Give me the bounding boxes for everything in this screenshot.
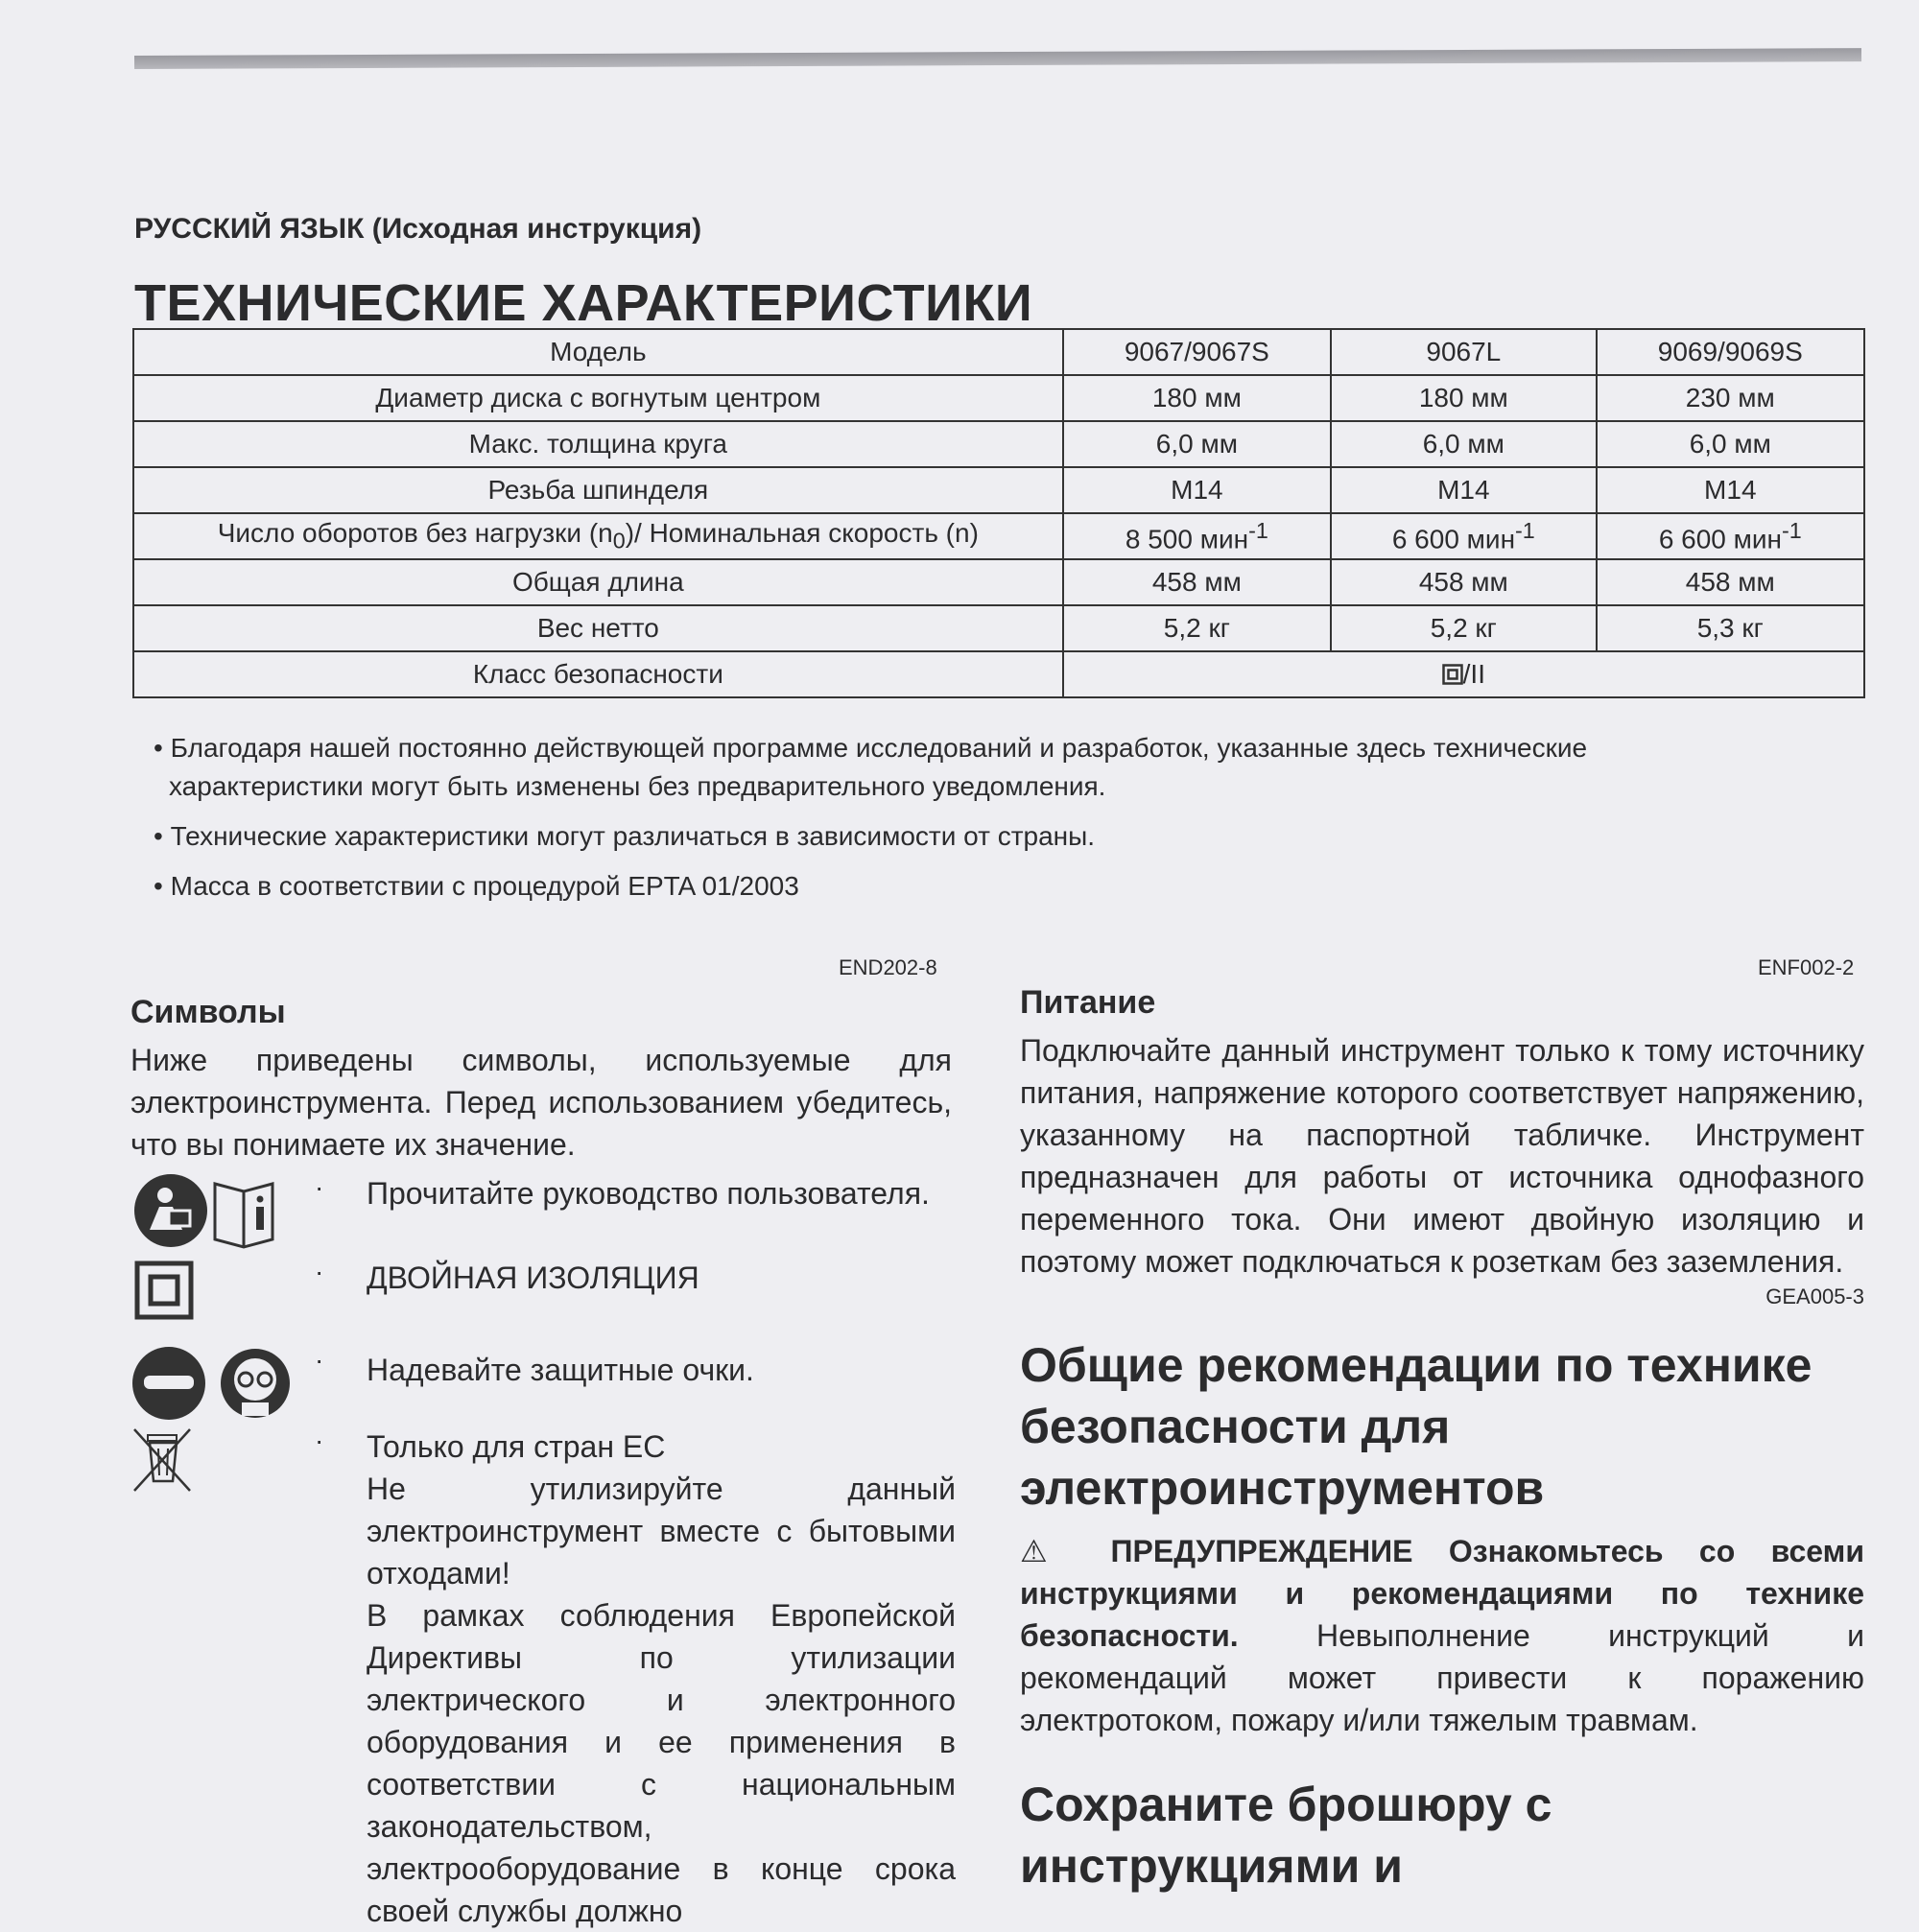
symbol-desc: Прочитайте руководство пользователя. xyxy=(367,1176,930,1211)
warning-rest: Невыполнение инструкций и рекомендаций может привести к поражению электротоком, пожару и/или тяжелым травмам. xyxy=(1020,1618,1865,1737)
table-cell xyxy=(1597,513,1864,559)
table-cell: M14 xyxy=(1331,467,1597,513)
table-cell xyxy=(1063,513,1331,559)
table-cell xyxy=(1063,651,1864,697)
rpm-value: 6 600 мин xyxy=(1658,524,1783,554)
table-cell: 6,0 мм xyxy=(1331,421,1597,467)
warning-bold: ПРЕДУПРЕЖДЕНИЕ Ознакомьтесь со всеми инструкциями и рекомендациями по технике безопасности. xyxy=(1020,1534,1864,1653)
table-row xyxy=(133,651,1864,697)
double-insulation-icon xyxy=(130,1257,198,1324)
superscript: -1 xyxy=(1515,517,1535,543)
table-cell: 6,0 мм xyxy=(1597,421,1864,467)
bullet: · xyxy=(315,1345,324,1375)
bullet: · xyxy=(315,1172,324,1202)
table-cell: 458 мм xyxy=(1063,559,1331,605)
note-line: • Благодаря нашей постоянно действующей программе исследований и разработок, указанные здесь технические xyxy=(154,733,1588,763)
section-text: Подключайте данный инструмент только к тому источнику питания, напряжение которого соответствует напряжению, указанному на паспортной табличке. Инструмент предназначен для работы от источника однофазного переменного тока. Они имеют двойную изоляцию и поэтому может подключаться к розеткам без заземления. xyxy=(1020,1033,1864,1279)
note-line: характеристики могут быть изменены без предварительного уведомления. xyxy=(169,771,1106,801)
table-cell: Общая длина xyxy=(133,559,1063,605)
right-column xyxy=(1020,984,1864,1897)
table-row xyxy=(133,329,1864,375)
section-heading-large: Общие рекомендации по технике безопасности для электроинструментов xyxy=(1020,1338,1812,1515)
symbol-desc: В рамках соблюдения Европейской Директивы по утилизации электрического и электронного оборудования и ее применения в соответствии с национальным законодательством, электрооборудование в конце срока своей службы должно xyxy=(367,1598,956,1928)
table-cell: 458 мм xyxy=(1597,559,1864,605)
rpm-value: 6 600 мин xyxy=(1391,524,1516,554)
note: • Технические характеристики могут различаться в зависимости от страны. xyxy=(154,821,1096,851)
table-cell: 458 мм xyxy=(1331,559,1597,605)
symbol-text xyxy=(367,1257,956,1299)
table-cell: 230 мм xyxy=(1597,375,1864,421)
section-heading-large: Сохраните брошюру с инструкциями и xyxy=(1020,1778,1552,1893)
symbol-icons xyxy=(130,1425,198,1499)
symbol-text xyxy=(367,1425,956,1932)
top-rule xyxy=(134,48,1861,69)
safety-goggles-icon xyxy=(130,1345,294,1422)
symbol-desc: Надевайте защитные очки. xyxy=(367,1353,754,1387)
table-cell: 9069/9069S xyxy=(1597,329,1864,375)
section-heading: Символы xyxy=(130,994,286,1030)
table-cell: 5,3 кг xyxy=(1597,605,1864,651)
section-code: END202-8 xyxy=(839,955,937,979)
table-cell: Макс. толщина круга xyxy=(133,421,1063,467)
crossed-bin-icon xyxy=(130,1425,198,1495)
section-heading: Питание xyxy=(1020,984,1156,1021)
table-cell: M14 xyxy=(1063,467,1331,513)
symbol-desc: ДВОЙНАЯ ИЗОЛЯЦИЯ xyxy=(367,1261,699,1295)
table-row xyxy=(133,605,1864,651)
table-cell: Резьба шпинделя xyxy=(133,467,1063,513)
symbols-section xyxy=(130,994,952,1166)
table-row xyxy=(133,513,1864,559)
table-cell: Диаметр диска с вогнутым центром xyxy=(133,375,1063,421)
warning-icon: ⚠ xyxy=(1020,1534,1076,1568)
subscript: 0 xyxy=(612,528,626,554)
table-row xyxy=(133,375,1864,421)
table-row xyxy=(133,421,1864,467)
table-cell: 9067/9067S xyxy=(1063,329,1331,375)
table-cell: 180 мм xyxy=(1331,375,1597,421)
note: • Масса в соответствии с процедурой EPTA 01/2003 xyxy=(154,871,799,901)
page-title: ТЕХНИЧЕСКИЕ ХАРАКТЕРИСТИКИ xyxy=(134,274,1033,332)
safety-class-value: /II xyxy=(1462,659,1485,689)
table-cell: 180 мм xyxy=(1063,375,1331,421)
table-row xyxy=(133,559,1864,605)
table-cell: Модель xyxy=(133,329,1063,375)
rpm-value: 8 500 мин xyxy=(1125,524,1249,554)
superscript: -1 xyxy=(1248,517,1268,543)
specs-table xyxy=(132,328,1865,698)
notes xyxy=(154,729,1842,917)
symbol-icons xyxy=(130,1172,294,1254)
bullet: · xyxy=(315,1257,324,1286)
symbol-desc: Только для стран ЕС xyxy=(367,1429,666,1464)
table-cell: Вес нетто xyxy=(133,605,1063,651)
symbol-icons xyxy=(130,1257,198,1329)
symbol-icons xyxy=(130,1345,294,1426)
double-insulation-icon xyxy=(1442,664,1463,685)
superscript: -1 xyxy=(1782,517,1802,543)
label-part: )/ Номинальная скорость (n) xyxy=(625,518,979,549)
table-cell xyxy=(1331,513,1597,559)
section-code: ENF002-2 xyxy=(1758,955,1855,979)
section-text: Ниже приведены символы, используемые для электроинструмента. Перед использованием убедитесь, что вы понимаете их значение. xyxy=(130,1043,952,1162)
symbol-text xyxy=(367,1172,956,1214)
warning-text xyxy=(1020,1530,1864,1741)
table-row xyxy=(133,467,1864,513)
language-label: РУССКИЙ ЯЗЫК (Исходная инструкция) xyxy=(134,213,702,245)
table-cell: 5,2 кг xyxy=(1331,605,1597,651)
table-cell: M14 xyxy=(1597,467,1864,513)
table-cell: 5,2 кг xyxy=(1063,605,1331,651)
note xyxy=(154,729,1842,806)
read-manual-icon xyxy=(130,1172,294,1249)
bullet: · xyxy=(315,1425,324,1455)
section-code: GEA005-3 xyxy=(1765,1284,1864,1308)
symbol-desc: Не утилизируйте данный электроинструмент вместе с бытовыми отходами! xyxy=(367,1472,956,1590)
label-part: Число оборотов без нагрузки (n xyxy=(217,518,613,549)
table-cell xyxy=(133,513,1063,559)
table-cell: 9067L xyxy=(1331,329,1597,375)
table-cell: Класс безопасности xyxy=(133,651,1063,697)
table-cell: 6,0 мм xyxy=(1063,421,1331,467)
symbol-text xyxy=(367,1349,956,1391)
